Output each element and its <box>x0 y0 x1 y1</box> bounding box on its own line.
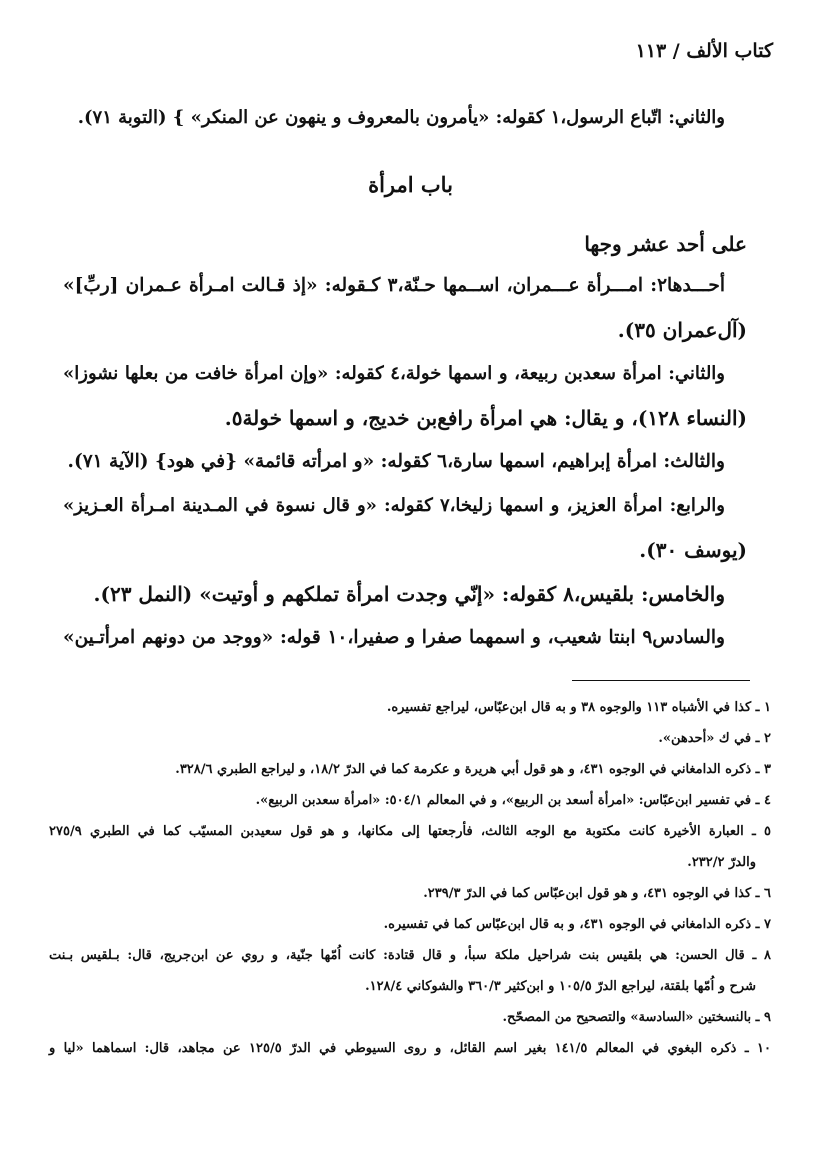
footnote: ٢ ـ في ك «أحدهن». <box>658 731 771 746</box>
footnote: ٣ ـ ذكره الدامغاني في الوجوه ٤٣١، و هو قول أبي هريرة و عكرمة كما في الدرّ ١٨/٢، و ليراجع الطبري ٣٢٨/٦. <box>175 762 771 777</box>
footnote: ١ ـ كذا في الأشباه ١١٣ والوجوه ٣٨ و به قال ابن‌عبّاس، ليراجع تفسيره. <box>386 700 771 715</box>
body-line: (النساء ١٢٨)، و يقال: هي امرأة رافع‌بن خديج، و اسمها خولة٥. <box>224 406 747 430</box>
body-line: والخامس: بلقيس،٨ كقوله: «إنّي وجدت امرأة تملكهم و أوتيت» (النمل ٢٣). <box>93 582 725 606</box>
footnote-continuation: شرح و اُمّها بلقتة، ليراجع الدرّ ١٠٥/٥ و ابن‌كثير ٣٦٠/٣ والشوكاني ١٢٨/٤. <box>365 979 756 994</box>
body-line: أحـــدها٢: امـــرأة عـــمران، اســمها حـنّة،٣ كـقوله: «إذ قـالت امـرأة عـمران [ربِّ]» <box>63 275 725 296</box>
footnote: ٧ ـ ذكره الدامغاني في الوجوه ٤٣١، و به قال ابن‌عبّاس كما في تفسيره. <box>383 917 771 932</box>
body-line: والسادس٩ ابنتا شعيب، و اسمهما صفرا و صفيرا،١٠ قوله: «ووجد من دونهم امرأتـين» <box>63 627 725 648</box>
body-line: والثاني: امرأة سعدبن ربيعة، و اسمها خولة،٤ كقوله: «وإن امرأة خافت من بعلها نشوزا» <box>63 363 725 384</box>
section-title: باب امرأة <box>368 172 453 197</box>
top-paragraph: والثاني: اتّباع الرسول،١ كقوله: «يأمرون بالمعروف و ينهون عن المنكر» } (التوبة ٧١). <box>77 107 725 128</box>
footnote: ٥ ـ العبارة الأخيرة كانت مكتوبة مع الوجه الثالث، فأرجعتها إلى مكانها، و هو قول سعيدبن المسيّب كما في الطبري ٢٧٥/٩ <box>49 824 771 839</box>
body-line: (يوسف ٣٠). <box>639 538 747 562</box>
body-line: والرابع: امرأة العزيز، و اسمها زليخا،٧ كقوله: «و قال نسوة في المـدينة امـرأة العـزيز» <box>63 495 725 516</box>
footnote: ٤ ـ في تفسير ابن‌عبّاس: «امرأة أسعد بن الربيع»، و في المعالم ٥٠٤/١: «امرأة سعدبن الربيع». <box>255 793 771 808</box>
body-line: والثالث: امرأة إبراهيم، اسمها سارة،٦ كقوله: «و امرأته قائمة» {في هود} (الآية ٧١). <box>67 451 725 472</box>
running-head: كتاب الألف / ١١٣ <box>635 40 773 62</box>
body-line: (آل‌عمران ٣٥). <box>617 318 747 342</box>
footnote-continuation: والدرّ ٢٣٢/٢. <box>687 855 756 870</box>
footnote: ٩ ـ بالنسختين «السادسة» والتصحيح من المصحّح. <box>502 1010 771 1025</box>
footnote-divider <box>572 680 750 681</box>
footnote: ٨ ـ قال الحسن: هي بلقيس بنت شراحيل ملكة سبأ، و قال قتادة: كانت اُمّها جنّية، و روي عن ابن‌جريج، قال: بـلقيس بـنت <box>49 948 771 963</box>
footnote: ١٠ ـ ذكره البغوي في المعالم ١٤١/٥ بغير اسم القائل، و روى السيوطي في الدرّ ١٢٥/٥ عن مجاهد، قال: اسماهما «ليا و <box>49 1041 771 1056</box>
footnote: ٦ ـ كذا في الوجوه ٤٣١، و هو قول ابن‌عبّاس كما في الدرّ ٢٣٩/٣. <box>423 886 771 901</box>
intro-line: على أحد عشر وجها <box>584 232 747 256</box>
